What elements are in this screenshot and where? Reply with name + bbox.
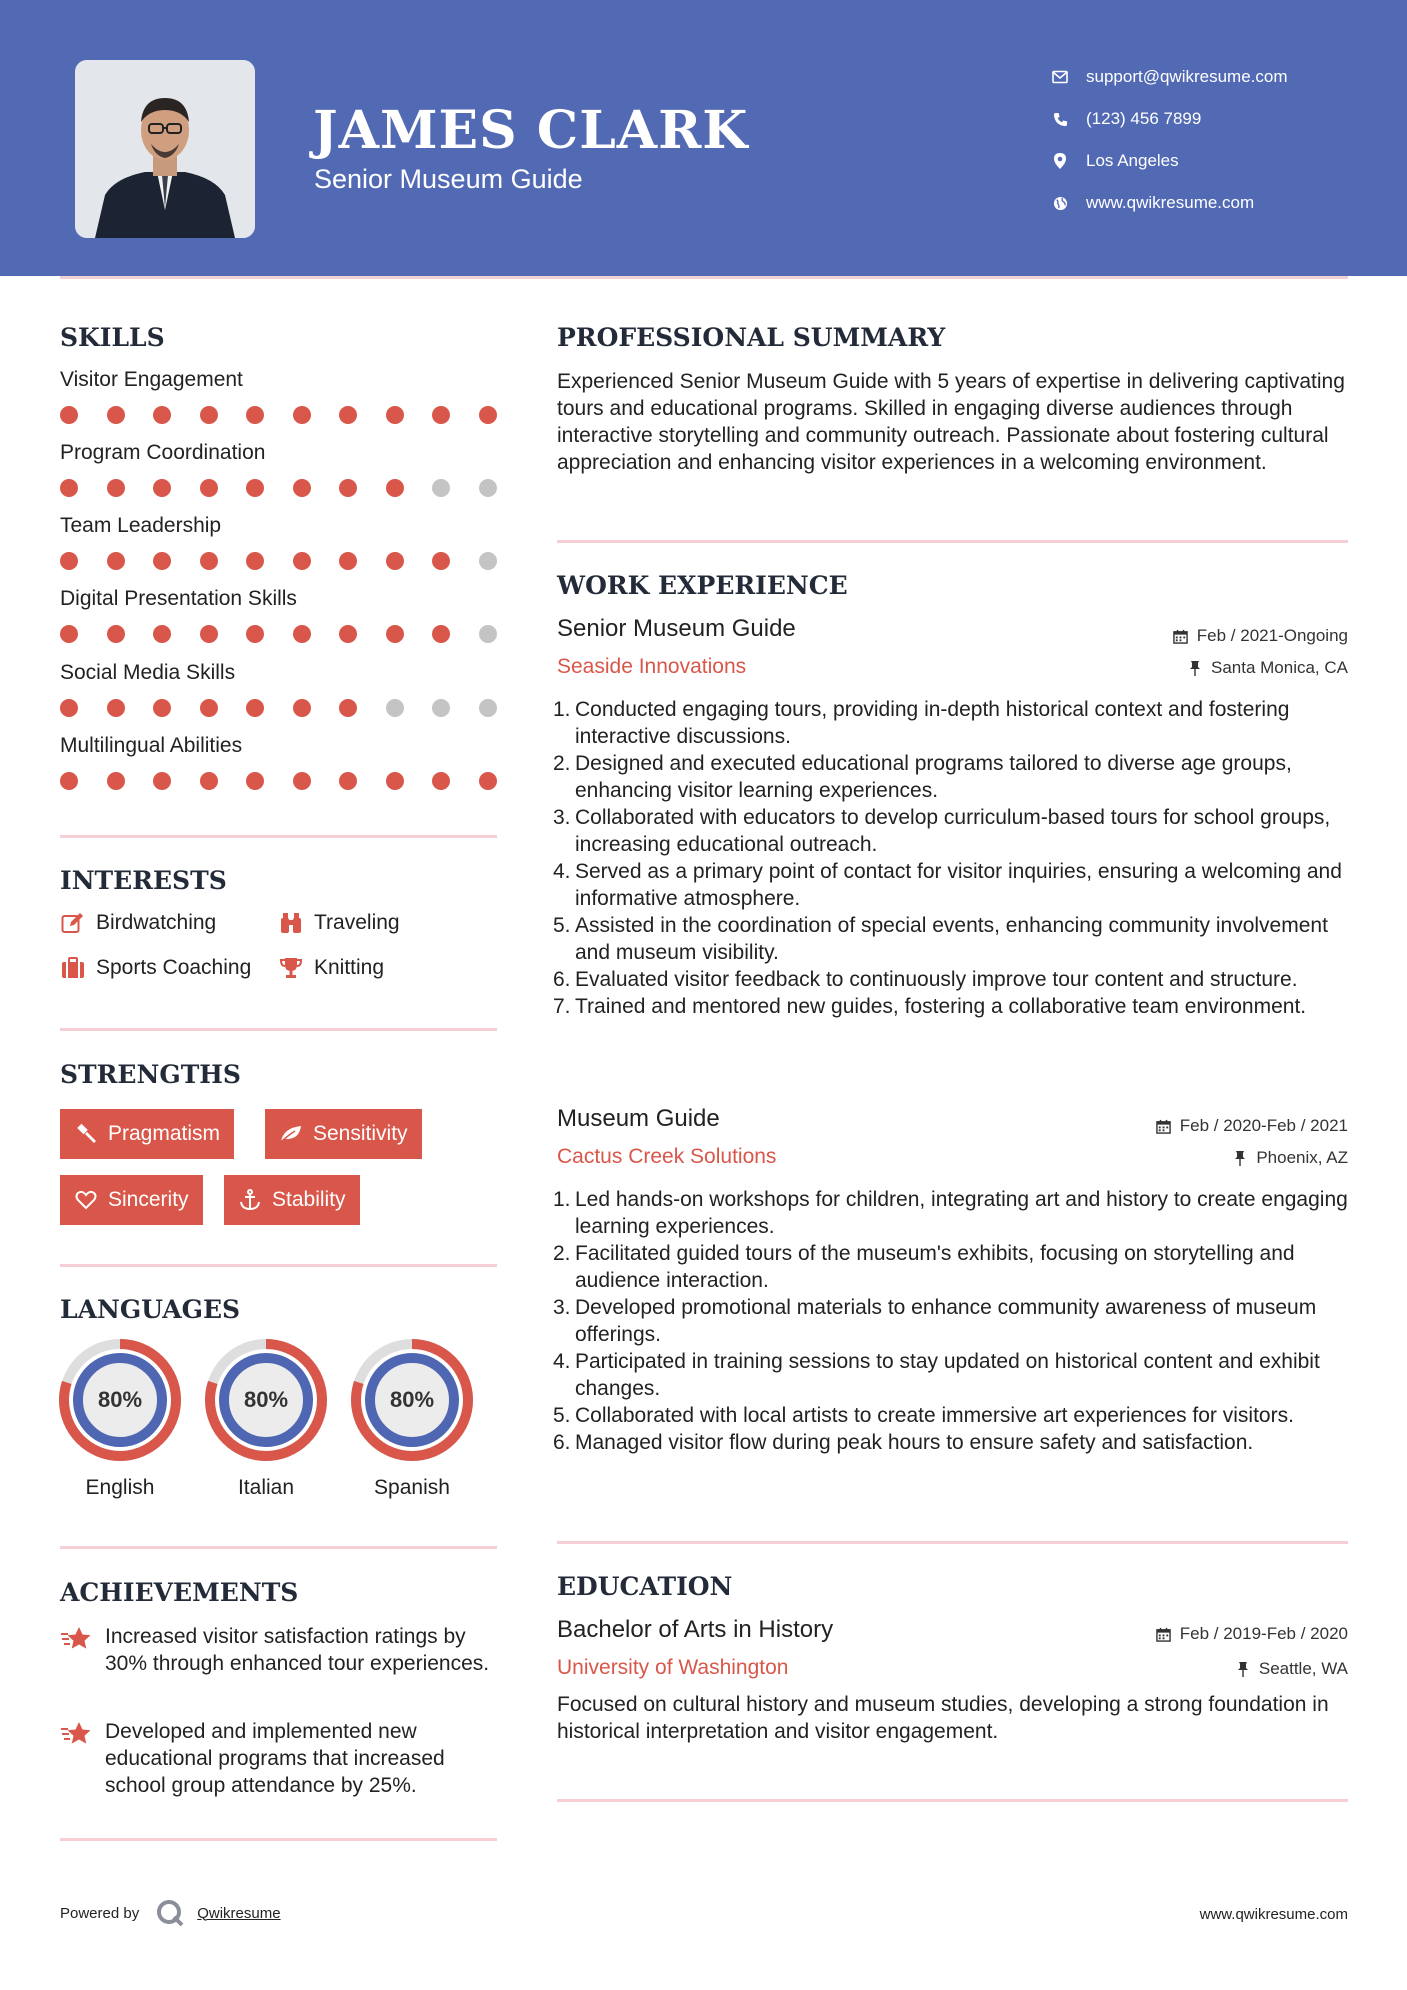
powered-by-text: Powered by — [60, 1904, 140, 1922]
rating-dot-filled — [386, 552, 404, 570]
rating-dot-filled — [293, 625, 311, 643]
list-number: 3. — [553, 1296, 571, 1319]
interest-item — [278, 910, 400, 936]
rating-dot-filled — [386, 625, 404, 643]
strength-label: Sincerity — [108, 1188, 189, 1211]
rating-dot-filled — [153, 699, 171, 717]
rating-dot-filled — [432, 772, 450, 790]
responsibility-text: Conducted engaging tours, providing in-depth historical context and fostering interactive discussions. — [575, 698, 1290, 748]
qwikresume-link[interactable]: Qwikresume — [197, 1904, 281, 1922]
job-location-text: Santa Monica, CA — [1210, 658, 1348, 677]
school-name: University of Washington — [557, 1656, 789, 1679]
responsibility-text: Facilitated guided tours of the museum's exhibits, focusing on storytelling and audience interaction. — [575, 1242, 1295, 1292]
language-percent: 80% — [97, 1387, 143, 1412]
language-name: Spanish — [374, 1476, 450, 1499]
rating-dot-filled — [60, 625, 78, 643]
contact-location-text: Los Angeles — [1086, 151, 1179, 170]
contact-list — [1050, 56, 1288, 224]
job-title: Senior Museum Guide — [557, 615, 796, 642]
skill-name: Program Coordination — [60, 441, 266, 464]
responsibility-item — [553, 858, 1352, 912]
edit-icon — [60, 910, 86, 936]
job-responsibilities — [553, 696, 1352, 1020]
trophy-icon — [278, 955, 304, 981]
interest-label: Birdwatching — [96, 911, 217, 934]
rating-dot-filled — [246, 699, 264, 717]
achievements-heading: ACHIEVEMENTS — [60, 1578, 299, 1607]
list-number: 2. — [553, 1242, 571, 1265]
interest-label: Sports Coaching — [96, 956, 252, 979]
rating-dot-filled — [200, 406, 218, 424]
job-location — [1187, 658, 1348, 678]
section-divider — [60, 1028, 497, 1031]
rating-dot-filled — [107, 625, 125, 643]
calendar-icon — [1156, 1118, 1172, 1134]
rating-dot-filled — [107, 406, 125, 424]
summary-text: Experienced Senior Museum Guide with 5 years of expertise in delivering captivating tours and educational programs. Skilled in engaging diverse audiences through interactive storytelling and community outreach. Passionate about fostering cultural appreciation and enhancing visitor experiences in a welcoming environment. — [557, 370, 1345, 474]
education-heading: EDUCATION — [557, 1572, 733, 1601]
pushpin-icon — [1187, 660, 1203, 676]
rating-dot-filled — [246, 479, 264, 497]
strength-label: Stability — [272, 1188, 346, 1211]
skill-rating — [60, 699, 500, 719]
strength-badge — [265, 1109, 422, 1159]
rating-dot-empty — [479, 625, 497, 643]
education-description: Focused on cultural history and museum studies, developing a strong foundation in historical interpretation and visitor engagement. — [557, 1693, 1329, 1743]
rating-dot-filled — [339, 772, 357, 790]
job-location — [1232, 1148, 1348, 1168]
skill-name: Social Media Skills — [60, 661, 236, 684]
rating-dot-empty — [386, 699, 404, 717]
responsibility-item — [553, 750, 1352, 804]
resume-header — [0, 0, 1407, 276]
rating-dot-filled — [200, 625, 218, 643]
binoculars-icon — [278, 910, 304, 936]
achievement-item — [60, 1718, 500, 1799]
contact-website-text: www.qwikresume.com — [1086, 193, 1255, 212]
skill-name: Visitor Engagement — [60, 368, 243, 391]
rating-dot-filled — [479, 772, 497, 790]
skill-rating — [60, 479, 500, 499]
responsibility-text: Served as a primary point of contact for visitor inquiries, ensuring a welcoming and informative atmosphere. — [575, 860, 1342, 910]
qwikresume-logo-icon — [155, 1898, 185, 1928]
contact-phone[interactable] — [1050, 98, 1288, 140]
rating-dot-filled — [246, 406, 264, 424]
language-name: English — [85, 1476, 155, 1499]
rating-dot-filled — [293, 406, 311, 424]
rating-dot-filled — [432, 625, 450, 643]
skill-name: Team Leadership — [60, 514, 222, 537]
star-icon — [60, 1720, 92, 1750]
gavel-icon — [74, 1122, 98, 1146]
strengths-heading: STRENGTHS — [60, 1060, 241, 1089]
contact-phone-text: (123) 456 7899 — [1086, 109, 1202, 128]
contact-website[interactable] — [1050, 182, 1288, 224]
rating-dot-filled — [246, 772, 264, 790]
section-divider — [557, 1799, 1348, 1802]
achievement-text: Developed and implemented new educational programs that increased school group attendance by 25%. — [105, 1720, 445, 1797]
header-divider — [60, 276, 1348, 279]
rating-dot-filled — [293, 479, 311, 497]
star-icon — [60, 1625, 92, 1655]
language-percent: 80% — [389, 1387, 435, 1412]
skill-rating — [60, 552, 500, 572]
language-name: Italian — [237, 1476, 295, 1499]
rating-dot-filled — [153, 406, 171, 424]
responsibility-text: Collaborated with educators to develop curriculum-based tours for school groups, increasing educational outreach. — [575, 806, 1331, 856]
skill-name: Digital Presentation Skills — [60, 587, 297, 610]
rating-dot-empty — [432, 479, 450, 497]
achievement-text: Increased visitor satisfaction ratings by 30% through enhanced tour experiences. — [105, 1625, 490, 1675]
list-number: 4. — [553, 1350, 571, 1373]
rating-dot-filled — [339, 552, 357, 570]
rating-dot-filled — [339, 625, 357, 643]
rating-dot-filled — [200, 699, 218, 717]
interest-label: Traveling — [314, 911, 400, 934]
languages-heading: LANGUAGES — [60, 1295, 241, 1324]
contact-email-text: support@qwikresume.com — [1086, 67, 1288, 86]
job-location-text: Phoenix, AZ — [1256, 1148, 1348, 1167]
responsibility-item — [553, 912, 1352, 966]
list-number: 1. — [553, 698, 571, 721]
responsibility-item — [553, 1240, 1352, 1294]
section-divider — [60, 1264, 497, 1267]
rating-dot-filled — [293, 552, 311, 570]
rating-dot-filled — [432, 552, 450, 570]
responsibility-item — [553, 696, 1352, 750]
list-number: 7. — [553, 995, 571, 1018]
summary-heading: PROFESSIONAL SUMMARY — [557, 323, 946, 352]
rating-dot-empty — [479, 552, 497, 570]
responsibility-text: Participated in training sessions to stay updated on historical content and exhibit changes. — [575, 1350, 1320, 1400]
responsibility-text: Managed visitor flow during peak hours to ensure safety and satisfaction. — [575, 1431, 1254, 1454]
rating-dot-filled — [60, 406, 78, 424]
section-divider — [60, 835, 497, 838]
rating-dot-empty — [479, 479, 497, 497]
responsibility-text: Evaluated visitor feedback to continuously improve tour content and structure. — [575, 968, 1298, 991]
responsibility-text: Developed promotional materials to enhance community awareness of museum offerings. — [575, 1296, 1317, 1346]
list-number: 4. — [553, 860, 571, 883]
job-company: Cactus Creek Solutions — [557, 1145, 777, 1168]
rating-dot-filled — [153, 552, 171, 570]
achievement-item — [60, 1623, 500, 1677]
rating-dot-empty — [479, 699, 497, 717]
list-number: 5. — [553, 1404, 571, 1427]
rating-dot-empty — [432, 699, 450, 717]
education-location-text: Seattle, WA — [1258, 1659, 1348, 1678]
degree-title: Bachelor of Arts in History — [557, 1616, 834, 1643]
job-date-text: Feb / 2021-Ongoing — [1196, 626, 1348, 645]
rating-dot-filled — [339, 479, 357, 497]
interest-item — [60, 955, 251, 981]
job-date-text: Feb / 2020-Feb / 2021 — [1179, 1116, 1348, 1135]
anchor-icon — [238, 1188, 262, 1212]
interest-item — [60, 910, 216, 936]
profile-photo — [75, 60, 255, 238]
leaf-icon — [279, 1122, 303, 1146]
rating-dot-filled — [246, 552, 264, 570]
responsibility-item — [553, 1186, 1352, 1240]
rating-dot-filled — [386, 406, 404, 424]
pushpin-icon — [1232, 1150, 1248, 1166]
job-date — [1173, 626, 1348, 646]
language-percent: 80% — [243, 1387, 289, 1412]
responsibility-item — [553, 993, 1352, 1020]
education-date-text: Feb / 2019-Feb / 2020 — [1179, 1624, 1348, 1643]
skill-rating — [60, 406, 500, 426]
contact-location — [1050, 140, 1288, 182]
footer-url[interactable]: www.qwikresume.com — [1199, 1906, 1348, 1923]
briefcase-icon — [60, 955, 86, 981]
responsibility-text: Trained and mentored new guides, fostering a collaborative team environment. — [575, 995, 1307, 1018]
section-divider — [60, 1838, 497, 1841]
job-responsibilities — [553, 1186, 1352, 1456]
rating-dot-filled — [293, 772, 311, 790]
job-title: Museum Guide — [557, 1105, 720, 1132]
strength-label: Pragmatism — [108, 1122, 221, 1145]
rating-dot-filled — [293, 699, 311, 717]
language-item — [350, 1338, 474, 1500]
skills-heading: SKILLS — [60, 323, 165, 352]
responsibility-text: Assisted in the coordination of special events, enhancing community involvement and museum visibility. — [575, 914, 1328, 964]
list-number: 2. — [553, 752, 571, 775]
rating-dot-filled — [107, 479, 125, 497]
interests-heading: INTERESTS — [60, 866, 227, 895]
responsibility-item — [553, 804, 1352, 858]
language-item — [204, 1338, 328, 1500]
envelope-icon — [1050, 67, 1070, 87]
skill-rating — [60, 625, 500, 645]
calendar-icon — [1173, 628, 1189, 644]
pushpin-icon — [1235, 1661, 1251, 1677]
rating-dot-filled — [432, 406, 450, 424]
responsibility-text: Collaborated with local artists to create immersive art experiences for visitors. — [575, 1404, 1294, 1427]
list-number: 1. — [553, 1188, 571, 1211]
work-heading: WORK EXPERIENCE — [557, 571, 848, 600]
rating-dot-filled — [153, 479, 171, 497]
list-number: 3. — [553, 806, 571, 829]
rating-dot-filled — [339, 406, 357, 424]
phone-icon — [1050, 109, 1070, 129]
rating-dot-filled — [153, 625, 171, 643]
education-location — [1235, 1659, 1348, 1679]
heart-icon — [74, 1188, 98, 1212]
candidate-name: JAMES CLARK — [313, 100, 749, 161]
strength-badge — [224, 1175, 360, 1225]
map-pin-icon — [1050, 151, 1070, 171]
section-divider — [60, 1546, 497, 1549]
globe-icon — [1050, 193, 1070, 213]
responsibility-text: Designed and executed educational programs tailored to diverse age groups, enhancing visitor learning experiences. — [575, 752, 1292, 802]
job-company: Seaside Innovations — [557, 655, 747, 678]
responsibility-text: Led hands-on workshops for children, integrating art and history to create engaging learning experiences. — [575, 1188, 1348, 1238]
job-date — [1156, 1116, 1348, 1136]
section-divider — [557, 540, 1348, 543]
language-item — [58, 1338, 182, 1500]
rating-dot-filled — [107, 699, 125, 717]
rating-dot-filled — [60, 552, 78, 570]
interest-item — [278, 955, 384, 981]
strength-badge — [60, 1175, 203, 1225]
interest-label: Knitting — [314, 956, 385, 979]
rating-dot-filled — [200, 479, 218, 497]
responsibility-item — [553, 1294, 1352, 1348]
candidate-title: Senior Museum Guide — [314, 164, 583, 194]
rating-dot-filled — [107, 552, 125, 570]
responsibility-item — [553, 966, 1352, 993]
rating-dot-filled — [153, 772, 171, 790]
rating-dot-filled — [246, 625, 264, 643]
strength-badge — [60, 1109, 234, 1159]
responsibility-item — [553, 1348, 1352, 1402]
rating-dot-filled — [479, 406, 497, 424]
list-number: 6. — [553, 1431, 571, 1454]
list-number: 6. — [553, 968, 571, 991]
responsibility-item — [553, 1402, 1352, 1429]
rating-dot-filled — [386, 772, 404, 790]
rating-dot-filled — [386, 479, 404, 497]
rating-dot-filled — [339, 699, 357, 717]
skill-rating — [60, 772, 500, 792]
rating-dot-filled — [60, 699, 78, 717]
contact-email[interactable] — [1050, 56, 1288, 98]
skill-name: Multilingual Abilities — [60, 734, 243, 757]
rating-dot-filled — [60, 479, 78, 497]
section-divider — [557, 1541, 1348, 1544]
rating-dot-filled — [200, 552, 218, 570]
rating-dot-filled — [200, 772, 218, 790]
education-date — [1156, 1624, 1348, 1644]
rating-dot-filled — [107, 772, 125, 790]
calendar-icon — [1156, 1626, 1172, 1642]
list-number: 5. — [553, 914, 571, 937]
responsibility-item — [553, 1429, 1352, 1456]
rating-dot-filled — [60, 772, 78, 790]
footer-powered-by — [60, 1898, 281, 1928]
strength-label: Sensitivity — [313, 1122, 408, 1145]
